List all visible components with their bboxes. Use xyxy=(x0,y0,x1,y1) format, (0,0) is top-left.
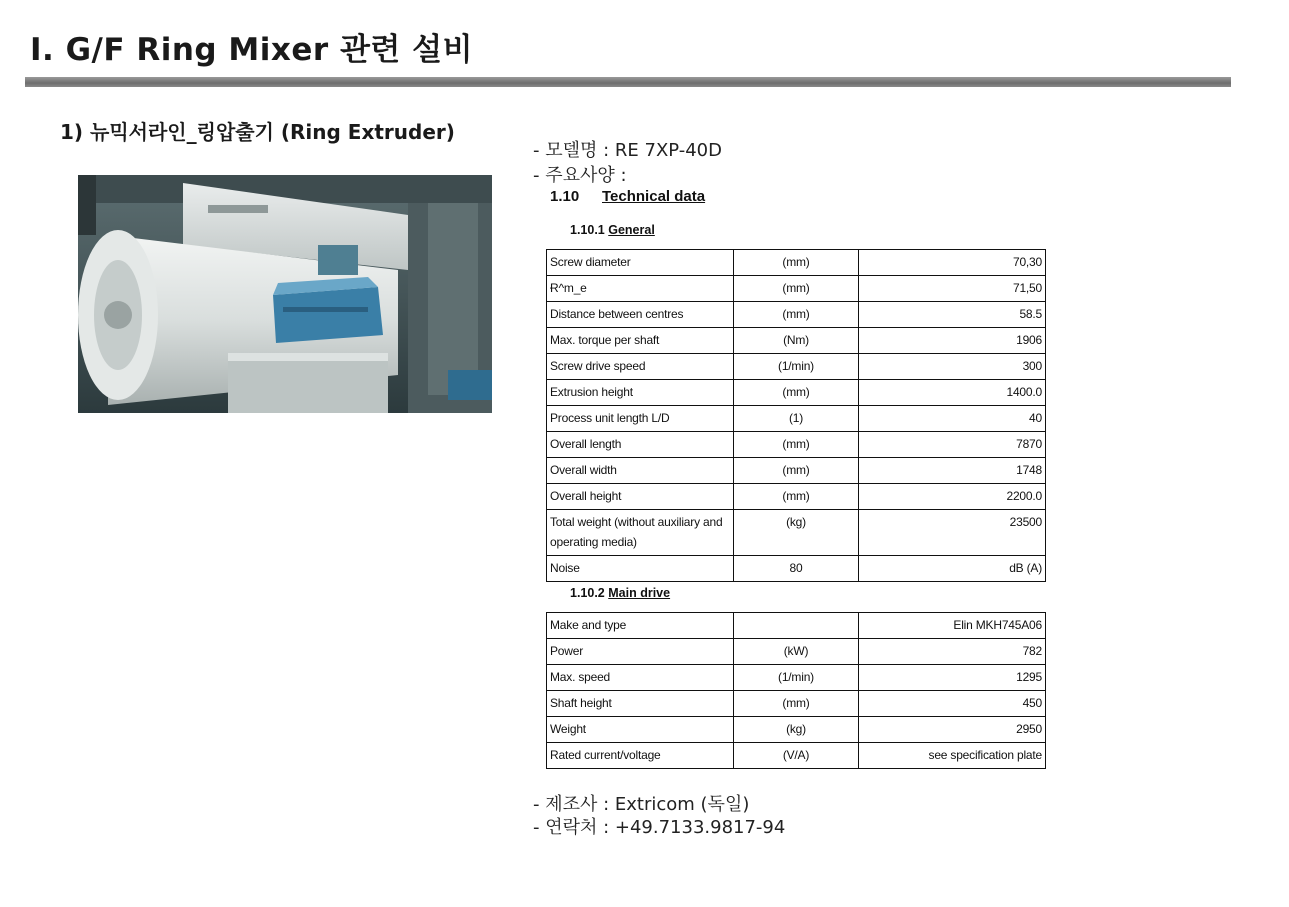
table-row xyxy=(547,432,1046,458)
technical-data-heading xyxy=(550,188,705,205)
table-row xyxy=(547,250,1046,276)
table-row xyxy=(547,406,1046,432)
general-heading xyxy=(570,223,655,237)
row-label: Max. speed xyxy=(547,665,734,691)
row-unit: 80 xyxy=(734,556,859,582)
table-row xyxy=(547,484,1046,510)
table-row xyxy=(547,691,1046,717)
main-drive-table xyxy=(546,612,1046,769)
row-label: Distance between centres xyxy=(547,302,734,328)
row-value: 7870 xyxy=(859,432,1046,458)
general-title: General xyxy=(608,223,655,237)
general-number: 1.10.1 xyxy=(570,223,605,237)
table-row xyxy=(547,510,1046,556)
manufacturer: - 제조사 : Extricom (독일) xyxy=(533,794,750,815)
table-row xyxy=(547,639,1046,665)
row-unit: (1/min) xyxy=(734,354,859,380)
main-drive-number: 1.10.2 xyxy=(570,586,605,600)
row-label: Overall width xyxy=(547,458,734,484)
row-value: 40 xyxy=(859,406,1046,432)
row-value: 23500 xyxy=(859,510,1046,556)
row-value: 782 xyxy=(859,639,1046,665)
row-unit: (kg) xyxy=(734,510,859,556)
row-label: Make and type xyxy=(547,613,734,639)
row-value: 71,50 xyxy=(859,276,1046,302)
row-value: dB (A) xyxy=(859,556,1046,582)
row-label: Shaft height xyxy=(547,691,734,717)
table-row xyxy=(547,613,1046,639)
row-value: 2200.0 xyxy=(859,484,1046,510)
row-label: Noise xyxy=(547,556,734,582)
row-unit: (V/A) xyxy=(734,743,859,769)
main-drive-title: Main drive xyxy=(608,586,671,600)
table-row xyxy=(547,328,1046,354)
table-row xyxy=(547,743,1046,769)
section-subtitle: 1) 뉴믹서라인_링압출기 (Ring Extruder) xyxy=(60,120,455,144)
row-unit: (mm) xyxy=(734,458,859,484)
row-value: 70,30 xyxy=(859,250,1046,276)
row-value: 450 xyxy=(859,691,1046,717)
row-label: Process unit length L/D xyxy=(547,406,734,432)
row-unit: (mm) xyxy=(734,276,859,302)
row-unit: (mm) xyxy=(734,432,859,458)
row-label: Max. torque per shaft xyxy=(547,328,734,354)
row-value: see specification plate xyxy=(859,743,1046,769)
table-row xyxy=(547,302,1046,328)
table-row xyxy=(547,380,1046,406)
table-row xyxy=(547,276,1046,302)
title-divider xyxy=(25,77,1231,87)
row-value: 1748 xyxy=(859,458,1046,484)
row-unit: (mm) xyxy=(734,302,859,328)
row-unit: (mm) xyxy=(734,484,859,510)
row-value: Elin MKH745A06 xyxy=(859,613,1046,639)
row-label: Screw diameter xyxy=(547,250,734,276)
model-name: - 모델명 : RE 7XP-40D xyxy=(533,140,722,161)
row-value: 1295 xyxy=(859,665,1046,691)
main-drive-heading xyxy=(570,586,670,600)
row-value: 1906 xyxy=(859,328,1046,354)
row-label: Rated current/voltage xyxy=(547,743,734,769)
table-row xyxy=(547,354,1046,380)
table-row xyxy=(547,458,1046,484)
technical-data-title: Technical data xyxy=(602,188,706,205)
row-unit: (kg) xyxy=(734,717,859,743)
row-unit: (1) xyxy=(734,406,859,432)
row-value: 300 xyxy=(859,354,1046,380)
row-value: 1400.0 xyxy=(859,380,1046,406)
table-row xyxy=(547,665,1046,691)
row-unit: (mm) xyxy=(734,691,859,717)
page-title: Ⅰ. G/F Ring Mixer 관련 설비 xyxy=(30,32,474,68)
row-unit xyxy=(734,613,859,639)
equipment-photo xyxy=(78,175,492,413)
row-value: 2950 xyxy=(859,717,1046,743)
technical-data-number: 1.10 xyxy=(550,188,580,205)
general-table xyxy=(546,249,1046,582)
row-label: Power xyxy=(547,639,734,665)
row-unit: (1/min) xyxy=(734,665,859,691)
row-unit: (kW) xyxy=(734,639,859,665)
row-label: Ɍ^m_e xyxy=(547,276,734,302)
row-unit: (mm) xyxy=(734,250,859,276)
row-value: 58.5 xyxy=(859,302,1046,328)
row-label: Overall length xyxy=(547,432,734,458)
row-label: Total weight (without auxiliary and operating media) xyxy=(547,510,734,556)
table-row xyxy=(547,717,1046,743)
table-row xyxy=(547,556,1046,582)
main-spec-label: - 주요사양 : xyxy=(533,165,627,186)
row-label: Screw drive speed xyxy=(547,354,734,380)
row-unit: (mm) xyxy=(734,380,859,406)
row-label: Extrusion height xyxy=(547,380,734,406)
row-unit: (Nm) xyxy=(734,328,859,354)
row-label: Weight xyxy=(547,717,734,743)
contact-number: - 연락처 : +49.7133.9817-94 xyxy=(533,817,786,838)
row-label: Overall height xyxy=(547,484,734,510)
